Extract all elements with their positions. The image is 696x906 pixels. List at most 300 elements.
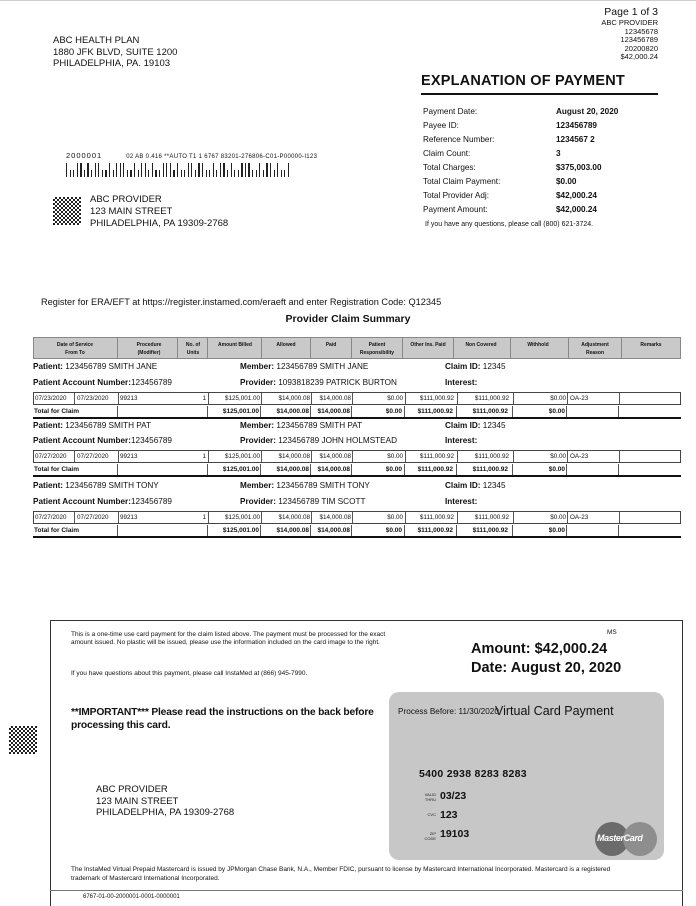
claim-id-label <box>445 421 506 430</box>
document-code: 6767-01-00-2000001-0001-0000001 <box>83 894 180 900</box>
account-label <box>33 436 172 445</box>
cell-non-covered: $111,000.92 <box>474 395 509 402</box>
column-header-line: Allowed <box>276 342 296 348</box>
barcode-bar <box>274 170 275 177</box>
summary-label: Payment Date: <box>423 106 478 116</box>
barcode-bar <box>184 170 185 177</box>
patient-value: 123456789 SMITH PAT <box>63 421 152 430</box>
barcode-bar <box>159 170 160 177</box>
field-label: Patient: <box>33 481 64 490</box>
total-billed: $125,001.00 <box>222 408 259 415</box>
interest-label: Interest: <box>445 436 478 445</box>
label-line: ZIP <box>429 831 436 836</box>
field-label: Member: <box>240 421 275 430</box>
column-header <box>622 341 680 357</box>
label-line: VALID <box>424 792 436 797</box>
summary-row <box>423 160 618 174</box>
sender-line: 1880 JFK BLVD, SUITE 1200 <box>53 46 178 58</box>
barcode-bar <box>102 170 103 177</box>
claim-table-header <box>33 337 681 359</box>
cell-paid: $14,000.08 <box>319 514 351 521</box>
cell-divider <box>117 406 118 417</box>
column-header-line: Remarks <box>640 342 662 348</box>
cell-billed: $125,001.00 <box>224 514 260 521</box>
top-divider <box>0 0 696 1</box>
cell-billed: $125,001.00 <box>224 395 260 402</box>
sender-line: ABC HEALTH PLAN <box>53 35 140 46</box>
barcode-bar <box>181 170 182 177</box>
barcode-bar <box>231 163 232 177</box>
questions-note: If you have any questions, please call (800) 621-3724. <box>425 221 594 228</box>
barcode-bar <box>173 170 174 177</box>
eop-title: EXPLANATION OF PAYMENT <box>421 73 625 89</box>
cell-divider <box>207 525 208 536</box>
barcode-bar <box>148 170 149 177</box>
cell-allowed: $14,000.08 <box>278 453 310 460</box>
barcode-bar <box>141 163 142 177</box>
barcode-bar <box>77 163 78 177</box>
card-notice: This is a one-time use card payment for the claim listed above. The payment must be processed for the exact amount issued. No plastic will be issued, please use the information included on the card image to the right. <box>71 631 386 647</box>
barcode-bar <box>116 163 117 177</box>
summary-row <box>423 202 618 216</box>
cell-units: 1 <box>202 514 206 521</box>
cell-divider <box>208 451 209 462</box>
column-header <box>352 341 402 357</box>
provider-label <box>240 497 365 506</box>
field-label: Patient: <box>33 362 64 371</box>
cell-divider <box>567 512 568 523</box>
column-header-line: Amount Billed <box>218 342 252 348</box>
cell-divider <box>74 512 75 523</box>
barcode-bar <box>241 163 242 177</box>
zip-label <box>418 832 436 841</box>
barcode-line: 02 AB 0.416 **AUTO T1 1 6767 83201-276806-C01-P00000-I123 <box>126 154 318 160</box>
barcode-bar <box>270 163 271 177</box>
provider-label <box>240 436 397 445</box>
member-value: 123456789 SMITH PAT <box>274 421 363 430</box>
interest-label: Interest: <box>445 497 478 506</box>
barcode-bar <box>70 170 71 177</box>
virtual-card-title: Virtual Card Payment <box>495 704 614 718</box>
total-withhold: $0.00 <box>548 408 565 415</box>
barcode-bar <box>188 163 189 177</box>
valid-thru-label <box>418 793 436 802</box>
zip-value: 19103 <box>440 828 470 840</box>
barcode-number: 2000001 <box>66 151 103 160</box>
cell-adjustment: OA-23 <box>570 395 589 402</box>
summary-row <box>423 188 618 202</box>
valid-thru: 03/23 <box>440 790 467 802</box>
total-allowed: $14,000.08 <box>276 466 309 473</box>
summary-label: Total Claim Payment: <box>423 176 501 186</box>
barcode-bar <box>66 163 67 177</box>
field-label: Member: <box>240 481 275 490</box>
total-other-paid: $111,000.92 <box>417 408 453 415</box>
account-value: 123456789 <box>130 497 172 506</box>
summary-label: Reference Number: <box>423 134 495 144</box>
account-label <box>33 378 172 387</box>
barcode-caption <box>66 151 317 160</box>
column-header-line: No. of <box>185 342 201 348</box>
summary-value: 123456789 <box>556 120 597 130</box>
claim-id-value: 12345 <box>480 481 506 490</box>
barcode-bar <box>256 170 257 177</box>
column-header <box>311 341 351 357</box>
barcode-bar <box>138 170 139 177</box>
cell-from-date: 07/23/2020 <box>35 395 67 402</box>
process-before: Process Before: 11/30/2020 <box>398 707 499 716</box>
cell-divider <box>208 393 209 404</box>
claim-total-row <box>33 525 681 538</box>
mastercard-logo-icon <box>595 822 657 856</box>
eop-title-rule <box>421 93 658 95</box>
address-line: ABC PROVIDER <box>96 784 168 795</box>
total-allowed: $14,000.08 <box>276 527 309 534</box>
barcode-bar <box>84 170 85 177</box>
cell-divider <box>74 393 75 404</box>
summary-value: $42,000.24 <box>556 204 597 214</box>
patient-label <box>33 481 159 490</box>
patient-value: 123456789 SMITH JANE <box>63 362 158 371</box>
total-withhold: $0.00 <box>548 527 565 534</box>
summary-value: $0.00 <box>556 176 577 186</box>
page-info-line: 123456789 <box>620 35 658 45</box>
claim-id-label <box>445 481 506 490</box>
claim-id-label <box>445 362 506 371</box>
cell-units: 1 <box>202 395 206 402</box>
qr-code-icon <box>9 726 37 754</box>
label-line: CODE <box>424 835 436 841</box>
member-label <box>240 421 362 430</box>
barcode-bar <box>238 170 239 177</box>
column-header-line: (Modifier) <box>137 350 161 356</box>
field-label: Patient: <box>33 421 64 430</box>
column-header-line: From To <box>65 350 85 356</box>
cell-responsibility: $0.00 <box>387 453 403 460</box>
field-label: Claim ID: <box>445 481 481 490</box>
barcode-bar <box>206 170 207 177</box>
cell-to-date: 07/27/2020 <box>77 514 109 521</box>
cell-units: 1 <box>202 453 206 460</box>
cell-divider <box>618 406 619 417</box>
member-value: 123456789 SMITH JANE <box>274 362 369 371</box>
claim-total-row <box>33 406 681 419</box>
summary-label: Payee ID: <box>423 120 459 130</box>
barcode-bar <box>80 163 81 177</box>
barcode-bar <box>177 163 178 177</box>
cell-divider <box>207 464 208 475</box>
field-label: Provider: <box>240 497 276 506</box>
barcode-bar <box>227 170 228 177</box>
field-label: Patient Account Number: <box>33 436 131 445</box>
card-date: Date: August 20, 2020 <box>471 660 622 676</box>
barcode-bar <box>98 163 99 177</box>
column-header-line: Adjustment <box>581 342 609 348</box>
cell-divider <box>208 512 209 523</box>
patient-label <box>33 362 157 371</box>
column-header <box>262 341 310 357</box>
provider-value: 123456789 TIM SCOTT <box>275 497 366 506</box>
summary-value: $375,003.00 <box>556 162 602 172</box>
barcode-bar <box>263 170 264 177</box>
card-amount: Amount: $42,000.24 <box>471 641 608 657</box>
total-responsibility: $0.00 <box>385 466 402 473</box>
card-questions-note: If you have questions about this payment, please call InstaMed at (866) 945-7990. <box>71 670 308 677</box>
total-billed: $125,001.00 <box>222 466 259 473</box>
cvc-value: 123 <box>440 809 458 821</box>
column-header <box>512 341 564 357</box>
barcode-bar <box>234 170 235 177</box>
account-value: 123456789 <box>130 436 172 445</box>
account-label <box>33 497 172 506</box>
barcode-bar <box>288 163 289 177</box>
cell-allowed: $14,000.08 <box>278 514 310 521</box>
barcode-bar <box>130 170 131 177</box>
total-billed: $125,001.00 <box>222 527 259 534</box>
barcode-bar <box>134 163 135 177</box>
total-label: Total for Claim <box>34 408 80 415</box>
total-responsibility: $0.00 <box>385 527 402 534</box>
column-header-line: Date of Service <box>56 342 94 348</box>
barcode-bar <box>95 163 96 177</box>
address-line: 123 MAIN STREET <box>96 795 179 807</box>
cell-responsibility: $0.00 <box>387 395 403 402</box>
cell-withhold: $0.00 <box>550 453 566 460</box>
barcode-bar <box>109 163 110 177</box>
column-header-line: Procedure <box>136 342 162 348</box>
barcode-bar <box>284 170 285 177</box>
barcode-bar <box>163 163 164 177</box>
total-paid: $14,000.08 <box>317 408 350 415</box>
barcode-bar <box>266 163 267 177</box>
barcode-bar <box>220 163 221 177</box>
total-non-covered: $111,000.92 <box>472 527 508 534</box>
issuer-disclaimer: The InstaMed Virtual Prepaid Mastercard is issued by JPMorgan Chase Bank, N.A., Member FDIC, pursuant to license by Mastercard International Incorporated. Mastercard is a registered trademark of Mastercard International Incorporated. <box>71 866 611 882</box>
page-info <box>601 6 658 62</box>
address-line: 123 MAIN STREET <box>90 205 173 217</box>
interest-label: Interest: <box>445 378 478 387</box>
cell-other-paid: $111,000.92 <box>419 514 454 521</box>
barcode-bar <box>191 163 192 177</box>
total-responsibility: $0.00 <box>385 408 402 415</box>
barcode-bar <box>223 163 224 177</box>
barcode-bar <box>209 170 210 177</box>
total-non-covered: $111,000.92 <box>472 408 508 415</box>
barcode-bar <box>213 163 214 177</box>
barcode-bar <box>252 170 253 177</box>
summary-row <box>423 118 618 132</box>
page-info-line: 20200820 <box>624 43 658 53</box>
column-header-line: Responsibility <box>359 350 395 356</box>
cell-divider <box>117 525 118 536</box>
cell-divider <box>566 406 567 417</box>
important-instructions: **IMPORTANT*** Please read the instructions on the back before processing this card. <box>71 707 374 731</box>
column-header <box>208 341 262 357</box>
address-line: PHILADELPHIA, PA 19309-2768 <box>96 807 235 819</box>
member-label <box>240 362 368 371</box>
summary-label: Claim Count: <box>423 148 471 158</box>
summary-label: Total Provider Adj: <box>423 190 489 200</box>
summary-row <box>423 132 618 146</box>
cell-billed: $125,001.00 <box>224 453 260 460</box>
provider-address <box>90 194 228 229</box>
field-label: Patient Account Number: <box>33 378 131 387</box>
card-recipient-address <box>96 784 234 819</box>
claim-line-row <box>33 450 681 463</box>
field-label: Patient Account Number: <box>33 497 131 506</box>
column-header-line: Non Covered <box>465 342 497 348</box>
cell-divider <box>567 451 568 462</box>
column-header-line: Units <box>186 350 200 356</box>
address-line: PHILADELPHIA, PA 19309-2768 <box>90 217 229 229</box>
barcode-bar <box>195 170 196 177</box>
sender-line: PHILADELPHIA, PA. 19103 <box>53 58 171 70</box>
column-header-line: Patient <box>368 342 386 348</box>
total-paid: $14,000.08 <box>317 527 350 534</box>
member-value: 123456789 SMITH TONY <box>274 481 370 490</box>
footer-rule <box>50 890 683 891</box>
barcode-bar <box>170 163 171 177</box>
field-label: Provider: <box>240 436 276 445</box>
barcode-bar <box>113 170 114 177</box>
summary-value: $42,000.24 <box>556 190 597 200</box>
sender-address <box>53 35 177 70</box>
cell-procedure: 99213 <box>120 514 138 521</box>
page-info-line: 12345678 <box>624 26 658 36</box>
cvc-label: CVC <box>427 812 436 817</box>
column-header <box>569 341 621 357</box>
cell-divider <box>74 451 75 462</box>
qr-code-icon <box>53 197 81 225</box>
total-paid: $14,000.08 <box>317 466 350 473</box>
claim-id-value: 12345 <box>480 421 506 430</box>
cell-other-paid: $111,000.92 <box>419 395 454 402</box>
cell-divider <box>618 525 619 536</box>
claim-summary-title: Provider Claim Summary <box>285 313 411 325</box>
total-label: Total for Claim <box>34 466 80 473</box>
summary-value: August 20, 2020 <box>556 106 619 116</box>
column-header <box>35 341 115 357</box>
barcode-bar <box>277 163 278 177</box>
cell-from-date: 07/27/2020 <box>35 453 67 460</box>
barcode-bar <box>123 163 124 177</box>
cell-withhold: $0.00 <box>550 514 566 521</box>
field-label: Claim ID: <box>445 362 481 371</box>
column-header-line: Paid <box>325 342 337 348</box>
barcode-bar <box>216 170 217 177</box>
total-withhold: $0.00 <box>548 466 565 473</box>
cell-non-covered: $111,000.92 <box>474 514 509 521</box>
cell-divider <box>619 451 620 462</box>
card-amount-block <box>471 640 621 678</box>
ms-mark: MS <box>607 629 617 636</box>
postal-barcode <box>66 161 296 177</box>
barcode-bar <box>127 170 128 177</box>
address-line: ABC PROVIDER <box>90 194 162 205</box>
barcode-bar <box>120 163 121 177</box>
column-header <box>119 341 179 357</box>
total-other-paid: $111,000.92 <box>417 527 453 534</box>
page-info-line: $42,000.24 <box>620 52 658 62</box>
claim-line-row <box>33 392 681 405</box>
claim-id-value: 12345 <box>480 362 506 371</box>
column-header-line: Reason <box>585 350 605 356</box>
patient-label <box>33 421 151 430</box>
total-label: Total for Claim <box>34 527 80 534</box>
summary-label: Total Charges: <box>423 162 476 172</box>
cell-procedure: 99213 <box>120 395 138 402</box>
barcode-bar <box>91 170 92 177</box>
barcode-bar <box>73 170 74 177</box>
cell-divider <box>619 393 620 404</box>
patient-value: 123456789 SMITH TONY <box>63 481 159 490</box>
account-value: 123456789 <box>130 378 172 387</box>
cell-divider <box>118 393 119 404</box>
barcode-bar <box>87 163 88 177</box>
cell-adjustment: OA-23 <box>570 514 589 521</box>
cell-non-covered: $111,000.92 <box>474 453 509 460</box>
cell-divider <box>566 464 567 475</box>
barcode-bar <box>259 163 260 177</box>
cell-divider <box>567 393 568 404</box>
logo-text: MasterCard <box>597 833 643 843</box>
cell-divider <box>118 512 119 523</box>
cell-divider <box>619 512 620 523</box>
summary-row <box>423 104 618 118</box>
cell-allowed: $14,000.08 <box>278 395 310 402</box>
cell-to-date: 07/23/2020 <box>77 395 109 402</box>
provider-label <box>240 378 397 387</box>
cell-divider <box>118 451 119 462</box>
field-label: Claim ID: <box>445 421 481 430</box>
cell-divider <box>618 464 619 475</box>
page-info-line: ABC PROVIDER <box>601 18 658 27</box>
payment-summary <box>423 104 618 216</box>
provider-value: 123456789 JOHN HOLMSTEAD <box>275 436 397 445</box>
barcode-bar <box>198 163 199 177</box>
page-number: Page 1 of 3 <box>604 6 658 18</box>
column-header-line: Withhold <box>527 342 549 348</box>
cell-withhold: $0.00 <box>550 395 566 402</box>
summary-value: 1234567 2 <box>556 134 595 144</box>
summary-label: Payment Amount: <box>423 204 488 214</box>
provider-value: 1093818239 PATRICK BURTON <box>275 378 397 387</box>
column-header <box>178 341 208 357</box>
cell-other-paid: $111,000.92 <box>419 453 454 460</box>
barcode-bar <box>152 163 153 177</box>
column-divider <box>117 338 118 358</box>
cell-from-date: 07/27/2020 <box>35 514 67 521</box>
barcode-bar <box>145 163 146 177</box>
cell-divider <box>117 464 118 475</box>
member-label <box>240 481 370 490</box>
total-other-paid: $111,000.92 <box>417 466 453 473</box>
total-non-covered: $111,000.92 <box>472 466 508 473</box>
cell-divider <box>207 406 208 417</box>
barcode-bar <box>281 170 282 177</box>
column-divider <box>510 338 511 358</box>
column-header <box>403 341 453 357</box>
column-header-line: Other Ins. Paid <box>410 342 446 348</box>
total-allowed: $14,000.08 <box>276 408 309 415</box>
field-label: Provider: <box>240 378 276 387</box>
cell-responsibility: $0.00 <box>387 514 403 521</box>
column-header <box>454 341 508 357</box>
cell-procedure: 99213 <box>120 453 138 460</box>
barcode-bar <box>248 163 249 177</box>
barcode-bar <box>166 163 167 177</box>
cell-paid: $14,000.08 <box>319 395 351 402</box>
